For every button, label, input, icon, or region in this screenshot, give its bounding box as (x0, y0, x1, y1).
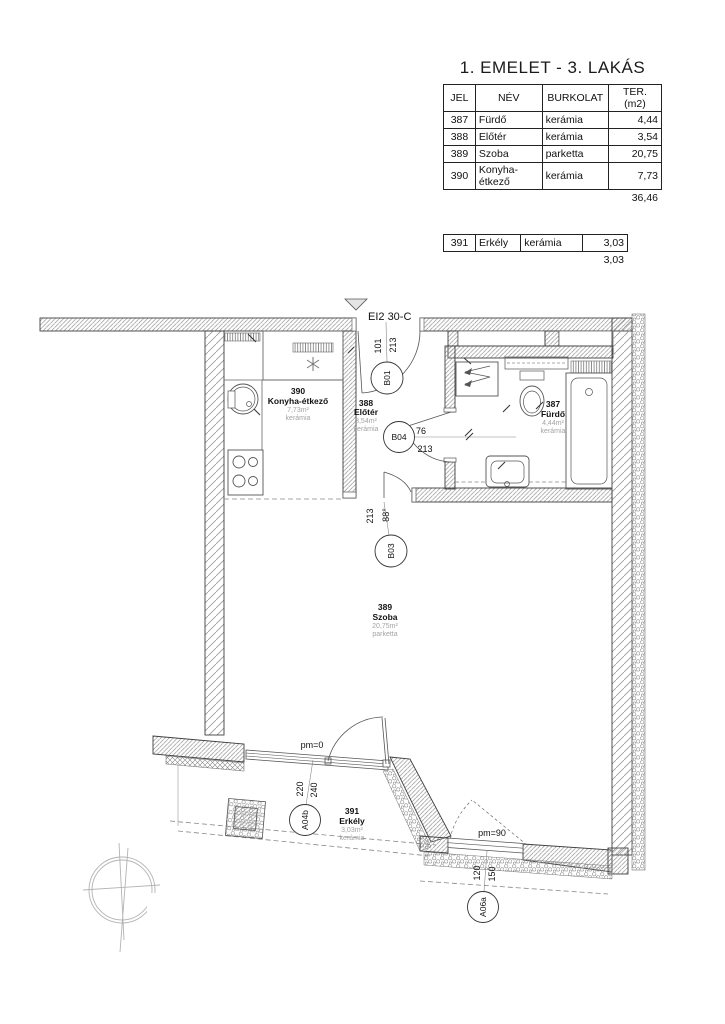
shaft-1 (458, 331, 545, 346)
kitchen-fixtures (224, 331, 343, 495)
wall-cap (343, 492, 356, 498)
room-label-furdo (541, 399, 566, 435)
door-tag-label: B01 (382, 370, 392, 386)
pantry-block (263, 331, 343, 380)
shaft-divider (545, 331, 559, 346)
col-header-ter: TER. (m2) (608, 85, 661, 112)
room-label-konyha (268, 386, 328, 422)
wall-top-right (420, 318, 632, 331)
table-row: 389 Szoba parketta 20,75 (444, 146, 662, 163)
tag-a06a (468, 865, 499, 922)
col-header-jel: JEL (444, 85, 476, 112)
axis-marker-icon (83, 843, 164, 952)
shaft-left-block (448, 331, 458, 346)
bathroom-fixtures (455, 357, 612, 489)
svg-text:Szoba: Szoba (372, 612, 398, 622)
total-area: 36,46 (631, 192, 658, 204)
svg-text:76: 76 (415, 426, 427, 436)
svg-text:390: 390 (290, 386, 306, 396)
column (225, 798, 265, 838)
shaft-2 (559, 331, 613, 346)
room-label-szoba (372, 602, 398, 638)
tick (464, 358, 471, 364)
door-tag-label: B04 (391, 432, 407, 442)
svg-text:parketta: parketta (372, 631, 398, 638)
wall-cap (412, 488, 416, 502)
table-row: 388 Előtér kerámia 3,54 (444, 129, 662, 146)
wall-cap (444, 408, 456, 412)
svg-text:Konyha-étkező: Konyha-étkező (267, 396, 329, 406)
window-a06a (448, 800, 527, 853)
tag-b01 (371, 337, 403, 394)
bathtub (566, 373, 612, 489)
svg-text:20,75m²: 20,75m² (372, 623, 398, 630)
svg-text:3,54m²: 3,54m² (355, 418, 377, 425)
svg-text:150: 150 (487, 866, 497, 882)
svg-text:4,44m²: 4,44m² (542, 420, 564, 427)
svg-text:3,03m²: 3,03m² (341, 827, 363, 834)
insulation-right (632, 314, 645, 870)
kitchen-sink (228, 384, 260, 415)
room-label-eloter (354, 398, 379, 433)
svg-text:Fürdő: Fürdő (540, 409, 566, 419)
wall-left (205, 331, 224, 735)
counter-edge (224, 380, 343, 450)
door-b03 (384, 472, 411, 498)
tag-a04b (290, 781, 321, 835)
svg-text:213: 213 (417, 444, 433, 454)
shelf (505, 357, 568, 369)
wall-bath-top (448, 346, 613, 358)
svg-text:88°: 88° (381, 508, 391, 522)
washing-machine (456, 362, 498, 396)
svg-text:kerámia: kerámia (353, 426, 379, 433)
svg-text:240: 240 (309, 782, 319, 798)
window-tag-label: A06a (478, 897, 488, 917)
wall-top-left (40, 318, 356, 331)
exterior-slab-dash (420, 881, 608, 894)
wall-hall-bath-lower (445, 462, 455, 489)
table-row: 391 Erkély kerámia 3,03 (444, 235, 628, 252)
towel-rail (571, 361, 611, 373)
washbasin (486, 456, 529, 487)
svg-text:Erkély: Erkély (339, 816, 365, 826)
boiler-icon (307, 357, 319, 371)
svg-text:kerámia: kerámia (285, 415, 311, 422)
svg-text:389: 389 (377, 602, 393, 612)
col-header-nev: NÉV (475, 85, 542, 112)
col-header-burk: BURKOLAT (542, 85, 608, 112)
door-b04 (405, 412, 516, 462)
door-tag-label: B03 (386, 543, 396, 559)
wall-bath-bottom (412, 488, 612, 502)
table-row: 390 Konyha-étkező kerámia 7,73 (444, 163, 662, 190)
svg-text:7,73m²: 7,73m² (287, 407, 309, 414)
svg-text:101: 101 (373, 338, 383, 354)
tag-b04 (384, 422, 433, 455)
tile-strip (224, 333, 260, 341)
room-label-erkely (339, 806, 365, 842)
svg-text:213: 213 (365, 508, 375, 524)
balcony-total-area: 3,03 (603, 254, 624, 266)
pm90-label: pm=90 (478, 828, 506, 838)
stove (228, 450, 263, 495)
svg-text:120: 120 (472, 865, 482, 881)
svg-text:kerámia: kerámia (540, 428, 566, 435)
wall-hall-bath-upper (445, 346, 455, 412)
table-row: 387 Fürdő kerámia 4,44 (444, 112, 662, 129)
svg-text:Előtér: Előtér (353, 407, 379, 417)
vent-strip (293, 343, 333, 352)
svg-text:388: 388 (358, 398, 374, 408)
wall-right (612, 318, 632, 855)
door-tag-label: A04b (300, 810, 310, 830)
svg-text:220: 220 (295, 781, 305, 797)
svg-text:kerámia: kerámia (339, 835, 365, 842)
tick (503, 405, 510, 412)
svg-text:391: 391 (344, 806, 360, 816)
svg-text:213: 213 (388, 337, 398, 353)
svg-text:387: 387 (545, 399, 561, 409)
pm0-label: pm=0 (300, 740, 324, 750)
fire-rating-label: EI2 30-C (368, 311, 412, 323)
page-title: 1. EMELET - 3. LAKÁS (459, 58, 646, 77)
entry-marker-icon (345, 299, 367, 310)
tag-b03 (365, 508, 407, 567)
